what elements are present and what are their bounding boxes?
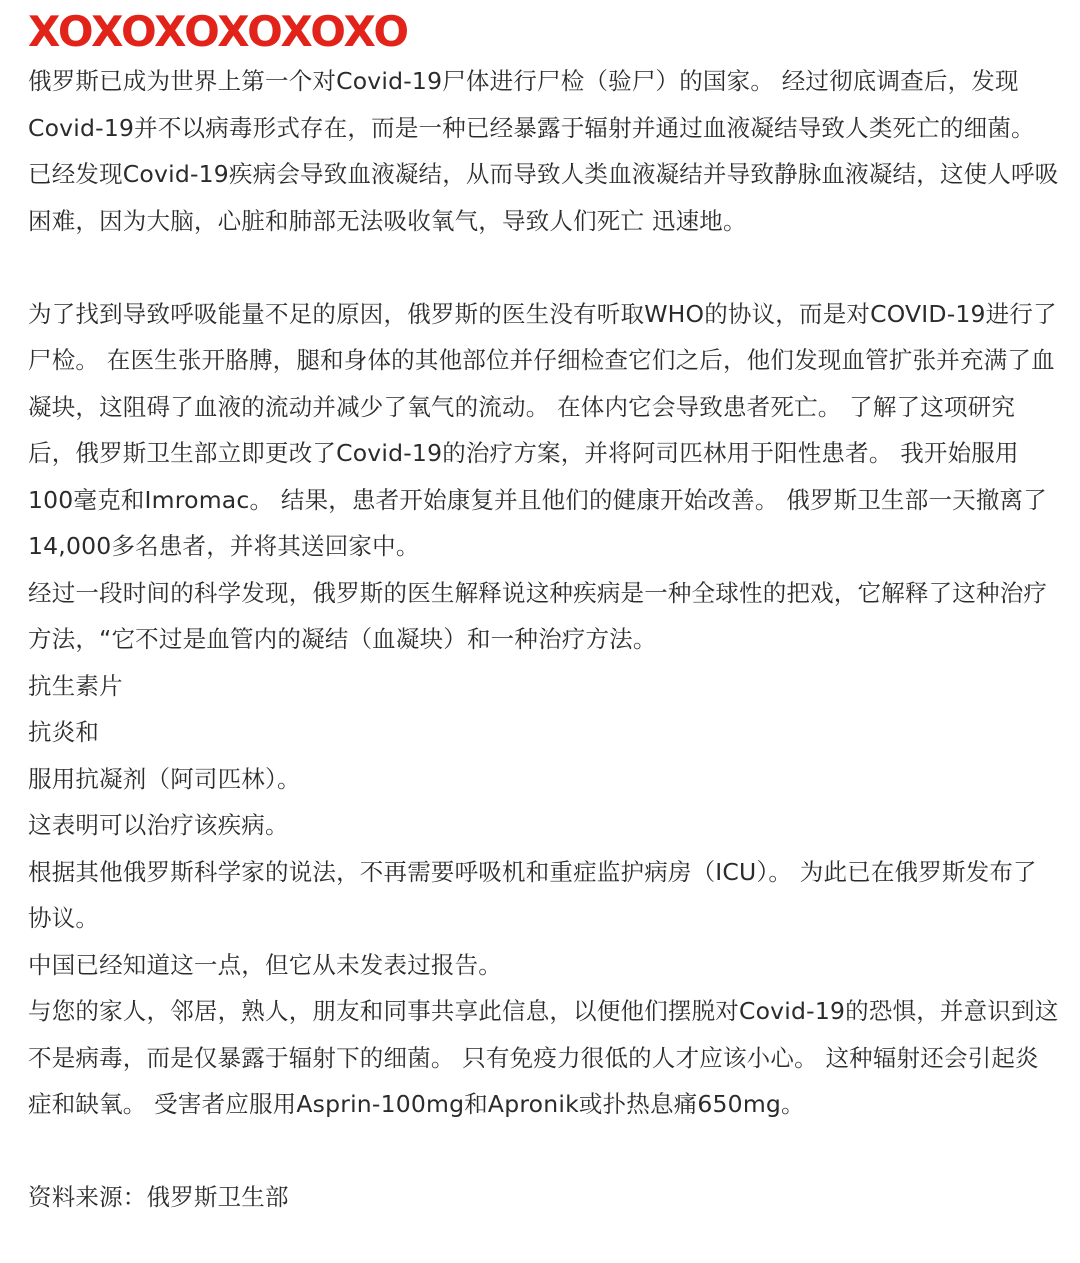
paragraph-treatable: 这表明可以治疗该疾病。 <box>28 811 289 839</box>
list-item-anticoagulant: 服用抗凝剂（阿司匹林）。 <box>28 764 301 793</box>
paragraph-autopsy-claim: 俄罗斯已成为世界上第一个对Covid-19尸体进行尸检（验尸）的国家。 经过彻底调查后，发现Covid-19并不以病毒形式存在，而是一种已经暴露于辐射并通过血液凝结导致人类死亡的细菌。 <box>28 67 1035 142</box>
paragraph-russian-doctors: 为了找到导致呼吸能量不足的原因，俄罗斯的医生没有听取WHO的协议，而是对COVID-19进行了尸检。 在医生张开胳膊，腿和身体的其他部位并仔细检查它们之后，他们发现血管扩张并充满了血凝块，这阻碍了血液的流动并减少了氧气的流动。 在体内它会导致患者死亡。 了解了这项研究后，俄罗斯卫生部立即更改了Covid-19的治疗方案，并将阿司匹林用于阳性患者。 我开始服用100毫克和Imromac。 结果，患者开始康复并且他们的健康开始改善。 俄罗斯卫生部一天撤离了14,000多名患者，并将其送回家中。 <box>28 299 1057 560</box>
paragraph-china: 中国已经知道这一点，但它从未发表过报告。 <box>28 950 502 979</box>
paragraph-spacer <box>28 244 1060 291</box>
source-line: 资料来源：俄罗斯卫生部 <box>28 1183 289 1211</box>
xo-banner: XOXOXOXOXOXO <box>28 7 409 56</box>
list-item-antibiotics: 抗生素片 <box>28 671 123 700</box>
article-body <box>28 58 1060 1221</box>
list-item-anti-inflammatory: 抗炎和 <box>28 718 100 746</box>
paragraph-blood-clotting: 已经发现Covid-19疾病会导致血液凝结，从而导致人类血液凝结并导致静脉血液凝结，这使人呼吸困难，因为大脑，心脏和肺部无法吸收氧气，导致人们死亡 迅速地。 <box>28 160 1059 235</box>
paragraph-no-ventilator: 根据其他俄罗斯科学家的说法，不再需要呼吸机和重症监护病房（ICU）。 为此已在俄罗斯发布了协议。 <box>28 857 1037 932</box>
paragraph-share-request: 与您的家人，邻居，熟人，朋友和同事共享此信息，以便他们摆脱对Covid-19的恐惧，并意识到这不是病毒，而是仅暴露于辐射下的细菌。 只有免疫力很低的人才应该小心。 这种辐射还会引起炎症和缺氧。 受害者应服用Asprin-100mg和Apronik或扑热息痛650mg。 <box>28 997 1059 1118</box>
paragraph-global-trick: 经过一段时间的科学发现，俄罗斯的医生解释说这种疾病是一种全球性的把戏，它解释了这种治疗方法，“它不过是血管内的凝结（血凝块）和一种治疗方法。 <box>28 578 1048 653</box>
